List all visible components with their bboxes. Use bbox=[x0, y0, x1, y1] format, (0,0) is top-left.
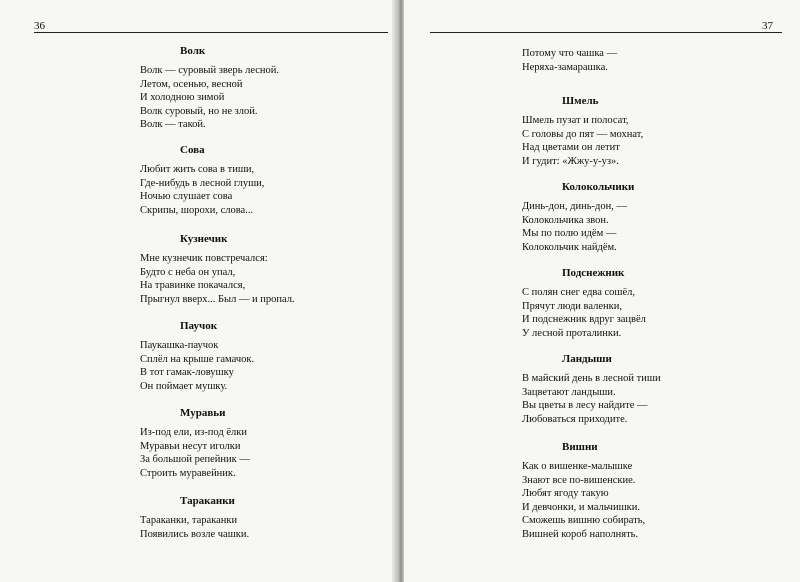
poem-line: Любит жить сова в тиши, bbox=[140, 164, 255, 175]
poem-line: Волк — суровый зверь лесной. bbox=[140, 65, 280, 76]
poem-line: Будто с неба он упал, bbox=[140, 266, 236, 278]
poem-title: Ландыши bbox=[562, 353, 612, 365]
page-number-left: 36 bbox=[34, 20, 45, 32]
poem-line: Прыгнул вверх... Был — и пропал. bbox=[140, 293, 295, 305]
poem-title: Подснежник bbox=[562, 267, 625, 279]
poem-line: Мне кузнечик повстречался: bbox=[140, 253, 268, 264]
poem-title: Паучок bbox=[180, 320, 218, 332]
poem-line: Динь-дон, динь-дон, — bbox=[522, 201, 627, 212]
poem-line: У лесной проталинки. bbox=[522, 327, 622, 339]
poem-line: Волк суровый, но не злой. bbox=[140, 105, 258, 117]
poem-line: Колокольчика звон. bbox=[522, 214, 609, 226]
page-number-right: 37 bbox=[762, 20, 773, 32]
poem-line: Сплёл на крыше гамачок. bbox=[140, 353, 255, 365]
poem-grasshopper bbox=[140, 232, 295, 306]
poem-line: Неряха-замарашка. bbox=[522, 61, 608, 73]
header-rule-left bbox=[34, 32, 388, 33]
poem-cockroaches bbox=[140, 494, 249, 541]
poem-line: Над цветами он летит bbox=[522, 142, 620, 153]
poem-line: Ночью слушает сова bbox=[140, 191, 233, 202]
poem-line: Где-нибудь в лесной глуши, bbox=[140, 177, 265, 189]
poem-line: Как о вишенке-малышке bbox=[522, 461, 633, 472]
poem-line: Он поймает мушку. bbox=[140, 380, 228, 392]
poem-bluebells bbox=[522, 180, 634, 254]
poem-title: Вишни bbox=[562, 441, 598, 453]
poem-line: Знают все по-вишенские. bbox=[522, 474, 636, 486]
poem-line: И подснежник вдруг зацвёл bbox=[522, 314, 646, 325]
poem-lilies bbox=[522, 352, 661, 426]
poem-line: Тараканки, тараканки bbox=[140, 515, 238, 526]
poem-title: Сова bbox=[180, 144, 205, 156]
poem-wolf bbox=[140, 44, 279, 132]
poem-line: За большой репейник — bbox=[140, 454, 250, 465]
right-page bbox=[404, 0, 800, 582]
poem-line: Потому что чашка — bbox=[522, 48, 618, 59]
poem-cherries bbox=[522, 440, 645, 541]
poem-line: Муравьи несут иголки bbox=[140, 440, 241, 452]
poem-title: Тараканки bbox=[180, 495, 235, 507]
poem-line: Любят ягоду такую bbox=[522, 488, 609, 499]
poem-line: Скрипы, шорохи, слова... bbox=[140, 204, 254, 216]
poem-title: Муравьи bbox=[180, 407, 226, 419]
poem-line: И гудит: «Жжу-у-уз». bbox=[522, 155, 619, 167]
poem-title: Волк bbox=[180, 45, 206, 57]
poem-bumblebee bbox=[522, 94, 643, 168]
poem-title: Кузнечик bbox=[180, 233, 228, 245]
poem-line: Летом, осенью, весной bbox=[140, 78, 243, 90]
poem-line: Колокольчик найдём. bbox=[522, 241, 617, 253]
poem-line: И холодною зимой bbox=[140, 92, 225, 103]
poem-ants bbox=[140, 406, 250, 480]
poem-line: Зацветают ландыши. bbox=[522, 386, 616, 398]
poem-line: Сможешь вишню собирать, bbox=[522, 515, 646, 526]
poem-line: Любоваться приходите. bbox=[522, 413, 628, 425]
poem-line: Шмель пузат и полосат, bbox=[522, 115, 629, 126]
poem-owl bbox=[140, 143, 264, 217]
poem-title: Колокольчики bbox=[562, 181, 635, 193]
poem-continuation bbox=[522, 47, 617, 74]
poem-line: Волк — такой. bbox=[140, 119, 206, 130]
poem-line: Вы цветы в лесу найдите — bbox=[522, 400, 648, 411]
poem-title: Шмель bbox=[562, 95, 599, 107]
poem-line: Мы по полю идём — bbox=[522, 228, 617, 239]
poem-line: В майский день в лесной тиши bbox=[522, 373, 661, 384]
poem-spider bbox=[140, 319, 254, 393]
poem-line: На травинке покачался, bbox=[140, 280, 246, 291]
poem-line: Вишней короб наполнять. bbox=[522, 528, 639, 540]
poem-line: Появились возле чашки. bbox=[140, 528, 250, 540]
poem-line: Прячут люди валенки, bbox=[522, 300, 622, 312]
poem-snowdrop bbox=[522, 266, 646, 340]
poem-line: Строить муравейник. bbox=[140, 467, 236, 479]
poem-line: С полян снег едва сошёл, bbox=[522, 287, 636, 298]
left-page bbox=[0, 0, 396, 582]
poem-line: С головы до пят — мохнат, bbox=[522, 128, 644, 140]
header-rule-right bbox=[430, 32, 782, 33]
poem-line: Из-под ели, из-под ёлки bbox=[140, 427, 247, 438]
poem-line: И девчонки, и мальчишки. bbox=[522, 501, 641, 513]
poem-line: В тот гамак-ловушку bbox=[140, 367, 234, 378]
poem-line: Паукашка-паучок bbox=[140, 340, 219, 351]
